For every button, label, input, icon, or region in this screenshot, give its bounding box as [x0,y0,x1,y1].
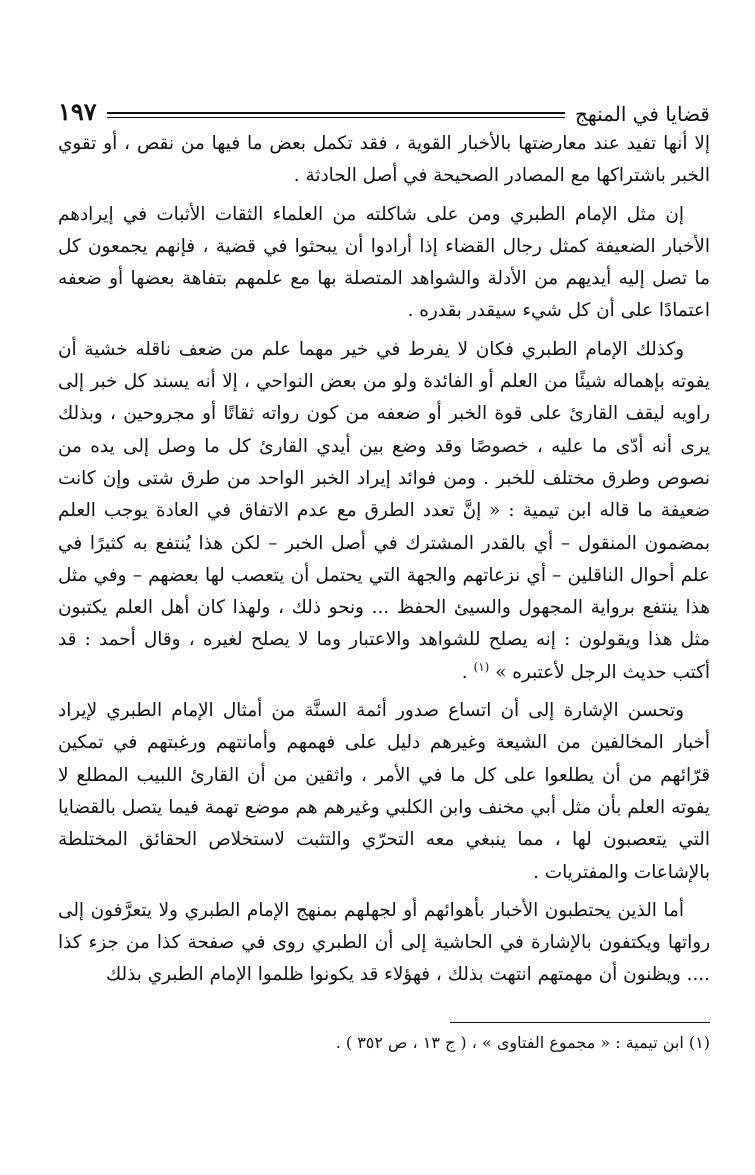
book-page [58,0,710,1175]
paragraph-1: إلا أنها تفيد عند معارضتها بالأخبار القوية ، فقد تكمل بعض ما فيها من نقص ، أو تقوي الخبر باشتراكها مع المصادر الصحيحة في أصل الحادثة . [58,133,710,187]
footnote-reference[interactable]: (١) [473,659,490,674]
paragraph-2: إن مثل الإمام الطبري ومن على شاكلته من العلماء الثقات الأثبات في إيرادهم الأخبار الضعيفة كمثل رجال القضاء إذا أرادوا أن يبحثوا في قضية ، فإنهم يجمعون كل ما تصل إليه أيديهم من الأدلة والشواهد المتصلة بها مع علمهم بتفاهة بعضها أو ضعفه اعتمادًا على أن كل شيء سيقدر بقدره . [58,203,710,322]
page-number: ١٩٧ [58,97,97,126]
header-rule [107,112,565,118]
paragraph-3 [58,334,710,689]
footnote: (١) ابن تيمية : « مجموع الفتاوى » ، ( ج ١٣ ، ص ٣٥٢ ) . [335,1033,710,1052]
paragraph-3-tail: . [461,661,474,683]
page-header [58,88,710,124]
footnote-rule [450,1022,710,1023]
paragraph-3-text: وكذلك الإمام الطبري فكان لا يفرط في خير مهما علم من ضعف ناقله خشية أن يفوته بإهماله شيئًا من العلم أو الفائدة ولو من بعض النواحي ، إلا أنه يسند كل خبر إلى راويه ليقف القارئ على قوة الخبر أو ضعفه من كون رواته ثقاتًا أو مجروحين ، وبذلك يرى أنه أدّى ما عليه ، خصوصًا وقد وضع بين أيدي القارئ كل ما وصل إلى يده من نصوص وطرق مختلف للخبر . ومن فوائد إيراد الخبر الواحد من طرق شتى وإن كانت ضعيفة ما قاله ابن تيمية : « إنَّ تعدد الطرق مع عدم الاتفاق في العادة يوجب العلم بمضمون المنقول – أي بالقدر المشترك في أصل الخبر – لكن هذا يُنتفع به كثيرًا في علم أحوال الناقلين – أي نزعاتهم والجهة التي يحتمل أن يتعصب لها بعضهم – وفي مثل هذا ينتفع برواية المجهول والسيئ الحفظ ... ونحو ذلك ، ولهذا كان أهل العلم يكتبون مثل هذا ويقولون : إنه يصلح للشواهد والاعتبار وما لا يصلح لغيره ، وقال أحمد : قد أكتب حديث الرجل لأعتبره » [58,338,710,683]
body-text [58,128,710,998]
running-title: قضايا في المنهج [575,102,710,126]
paragraph-5: أما الذين يحتطبون الأخبار بأهوائهم أو لجهلهم بمنهج الإمام الطبري ولا يتعرَّفون إلى رواتها ويكتفون بالإشارة في الحاشية إلى أن الطبري روى في صفحة كذا من جزء كذا .... ويظنون أن مهمتهم انتهت بذلك ، فهؤلاء قد يكونوا ظلموا الإمام الطبري بذلك [58,899,710,986]
paragraph-4: وتحسن الإشارة إلى أن اتساع صدور أئمة السنَّة من أمثال الإمام الطبري لإيراد أخبار المخالفين من الشيعة وغيرهم دليل على فهمهم وأمانتهم ورغبتهم في تمكين قرّائهم من أن يطلعوا على كل ما في الأمر ، واثقين من أن القارئ اللبيب المطلع لا يفوته العلم بأن مثل أبي مخنف وابن الكلبي وغيرهم هم موضع تهمة فيما يتصل بالقضايا التي يتعصبون لها ، مما ينبغي معه التحرّي والتثبت لاستخلاص الحقائق المختلطة بالإشاعات والمفتريات . [58,700,710,883]
